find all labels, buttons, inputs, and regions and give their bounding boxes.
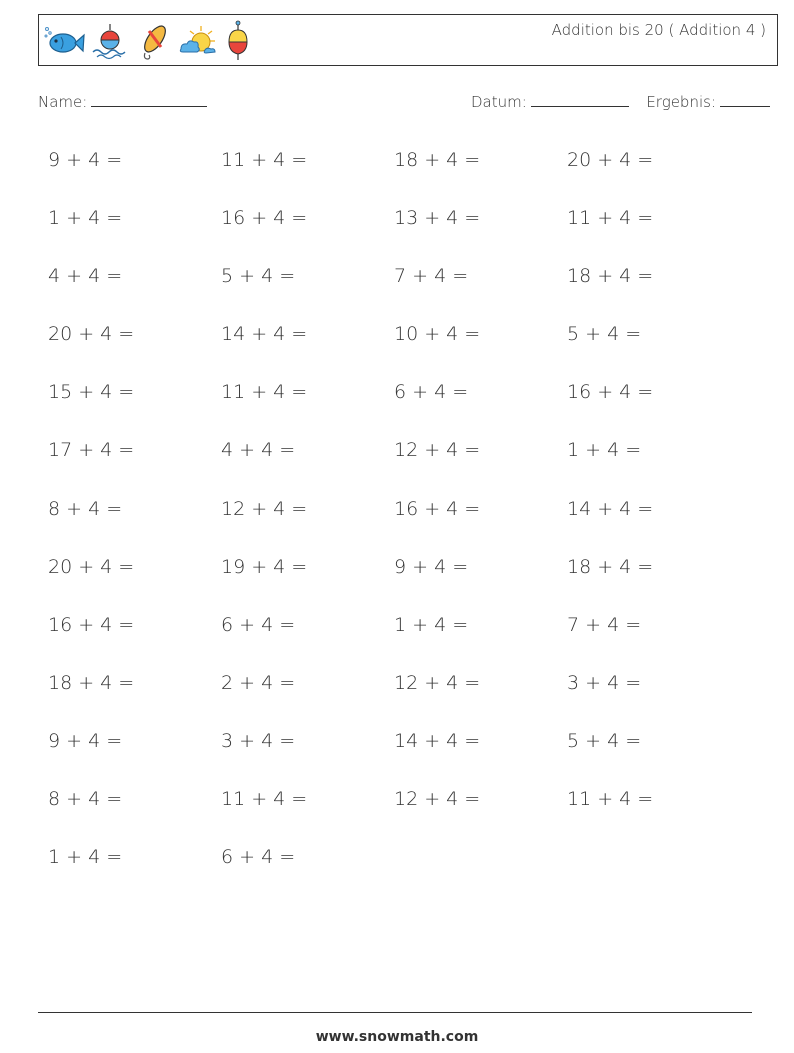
problem-item: 8 + 4 = <box>48 788 123 811</box>
problem-grid <box>48 145 748 900</box>
header-icons <box>43 19 257 63</box>
problem-item: 16 + 4 = <box>221 207 308 230</box>
problem-item: 11 + 4 = <box>221 788 308 811</box>
problem-item: 20 + 4 = <box>48 323 135 346</box>
name-field <box>38 92 207 111</box>
problem-item: 18 + 4 = <box>567 555 654 578</box>
problem-item: 14 + 4 = <box>567 497 654 520</box>
problem-item: 17 + 4 = <box>48 439 135 462</box>
problem-item: 13 + 4 = <box>394 207 481 230</box>
problem-item: 7 + 4 = <box>394 265 469 288</box>
problem-item: 16 + 4 = <box>394 497 481 520</box>
sun-cloud-icon <box>177 23 225 59</box>
name-label: Name: <box>38 93 88 111</box>
problem-item: 5 + 4 = <box>567 729 642 752</box>
problem-item: 11 + 4 = <box>221 381 308 404</box>
problem-item: 9 + 4 = <box>394 555 469 578</box>
problem-item: 1 + 4 = <box>394 613 469 636</box>
problem-item: 14 + 4 = <box>221 323 308 346</box>
problem-item: 16 + 4 = <box>48 613 135 636</box>
fishing-float-icon <box>225 20 257 62</box>
fishing-bobber-water-icon <box>91 22 135 60</box>
problem-item: 11 + 4 = <box>567 788 654 811</box>
problem-item: 3 + 4 = <box>221 729 296 752</box>
problem-item: 1 + 4 = <box>567 439 642 462</box>
problem-item: 7 + 4 = <box>567 613 642 636</box>
problem-item: 3 + 4 = <box>567 671 642 694</box>
fishing-lure-icon <box>135 21 177 61</box>
problem-item: 1 + 4 = <box>48 207 123 230</box>
footer-divider <box>38 1012 752 1013</box>
date-label: Datum: <box>470 93 527 111</box>
problem-item: 15 + 4 = <box>48 381 135 404</box>
problem-item: 5 + 4 = <box>567 323 642 346</box>
problem-item: 16 + 4 = <box>567 381 654 404</box>
header-box <box>38 14 778 66</box>
problem-item: 12 + 4 = <box>221 497 308 520</box>
date-blank[interactable] <box>531 92 629 107</box>
problem-item: 6 + 4 = <box>394 381 469 404</box>
problem-item: 1 + 4 = <box>48 846 123 869</box>
worksheet-title: Addition bis 20 ( Addition 4 ) <box>551 21 766 39</box>
problem-item: 19 + 4 = <box>221 555 308 578</box>
problem-item: 18 + 4 = <box>394 149 481 171</box>
problem-item: 11 + 4 = <box>221 149 308 171</box>
result-label: Ergebnis: <box>646 93 716 111</box>
problem-item: 12 + 4 = <box>394 439 481 462</box>
problem-item: 12 + 4 = <box>394 671 481 694</box>
problem-item: 14 + 4 = <box>394 729 481 752</box>
problem-item: 2 + 4 = <box>221 671 296 694</box>
problem-item: 4 + 4 = <box>48 265 123 288</box>
result-blank[interactable] <box>720 92 770 107</box>
problem-item: 18 + 4 = <box>567 265 654 288</box>
problem-item: 12 + 4 = <box>394 788 481 811</box>
problem-item: 18 + 4 = <box>48 671 135 694</box>
date-result-fields <box>471 92 770 111</box>
problem-item: 6 + 4 = <box>221 613 296 636</box>
problem-item: 8 + 4 = <box>48 497 123 520</box>
problem-item: 20 + 4 = <box>48 555 135 578</box>
problem-item: 9 + 4 = <box>48 149 123 171</box>
problem-item: 11 + 4 = <box>567 207 654 230</box>
problem-item: 10 + 4 = <box>394 323 481 346</box>
footer-website: www.snowmath.com <box>315 1029 479 1045</box>
problem-item: 6 + 4 = <box>221 846 296 869</box>
fish-icon <box>43 23 91 59</box>
problem-item: 9 + 4 = <box>48 729 123 752</box>
problem-item: 20 + 4 = <box>567 149 654 171</box>
name-blank[interactable] <box>91 92 207 107</box>
problem-item: 4 + 4 = <box>221 439 296 462</box>
problem-item: 5 + 4 = <box>221 265 296 288</box>
